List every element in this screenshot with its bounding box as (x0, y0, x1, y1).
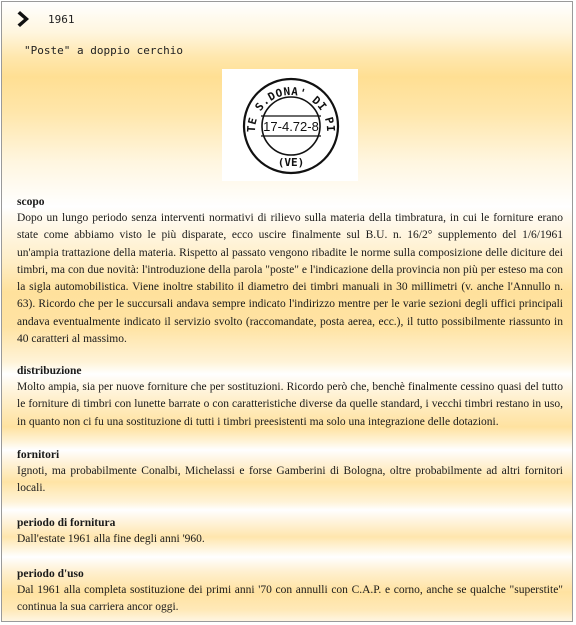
section-body: Dall'estate 1961 alla fine degli anni '960. (17, 533, 205, 545)
postmark-type-title: "Poste" a doppio cerchio (24, 44, 183, 57)
section-periodo-uso (17, 567, 563, 617)
section-distribuzione (17, 364, 563, 431)
section-title: periodo di fornitura (17, 517, 116, 529)
postmark-province: (VE) (277, 156, 305, 169)
section-scopo (17, 195, 563, 348)
chevron-right-icon[interactable] (16, 10, 34, 28)
page-frame (1, 1, 573, 622)
section-title: distribuzione (17, 365, 82, 377)
postmark-image (222, 69, 358, 181)
section-title: periodo d'uso (17, 568, 84, 580)
postmark-outer-text: TE S.DONA' DI PI (244, 84, 338, 133)
section-title: scopo (17, 196, 45, 208)
section-title: fornitori (17, 449, 60, 461)
section-body: Ignoti, ma probabilmente Conalbi, Michelassi e forse Gamberini di Bologna, oltre probabilmente ad altri fornitori locali. (17, 465, 563, 495)
section-fornitori (17, 448, 563, 498)
section-body: Molto ampia, sia per nuove forniture che per sostituzioni. Ricordo però che, benchè finalmente cessino quasi del tutto le forniture di timbri con lunette barrate o con caratteristiche diverse da quelle standard, i vecchi timbri restano in uso, in quanto non ci fu una sostituzione di tutti i timbri preesistenti ma solo una integrazione delle dotazioni. (17, 381, 563, 428)
section-body: Dopo un lungo periodo senza interventi normativi di rilievo sulla materia della timbratura, in cui le forniture erano state come abbiamo visto le più disparate, ecco uscire finalmente sul B.U. n. 16/2° supplemento del 1/6/1961 un'ampia trattazione della materia. Rispetto al passato vengono ribadite le norme sulla composizione delle diciture dei timbri, ma con due novità: l'introduzione della parola "poste" e l'indicazione della provincia non più per esteso ma con la sigla automobilistica. Viene inoltre stabilito il diametro dei timbri manuali in 30 millimetri (v. anche l'Annullo n. 63). Ricordo che per le succursali andava sempre indicato l'indirizzo mentre per le varie sezioni degli uffici principali andava eventualmente indicato il servizio svolto (raccomandate, posta aerea, ecc.), il tutto possibilmente riassunto in 40 caratteri al massimo. (17, 212, 563, 346)
year-heading: 1961 (48, 13, 75, 26)
section-body: Dal 1961 alla completa sostituzione dei primi anni '70 con annulli con C.A.P. e corno, anche se qualche "superstite" continua la sua carriera ancor oggi. (17, 584, 563, 614)
section-periodo-fornitura (17, 516, 563, 548)
postmark-date: 17-4.72-8 (263, 119, 319, 134)
postmark-drawing (222, 69, 358, 181)
